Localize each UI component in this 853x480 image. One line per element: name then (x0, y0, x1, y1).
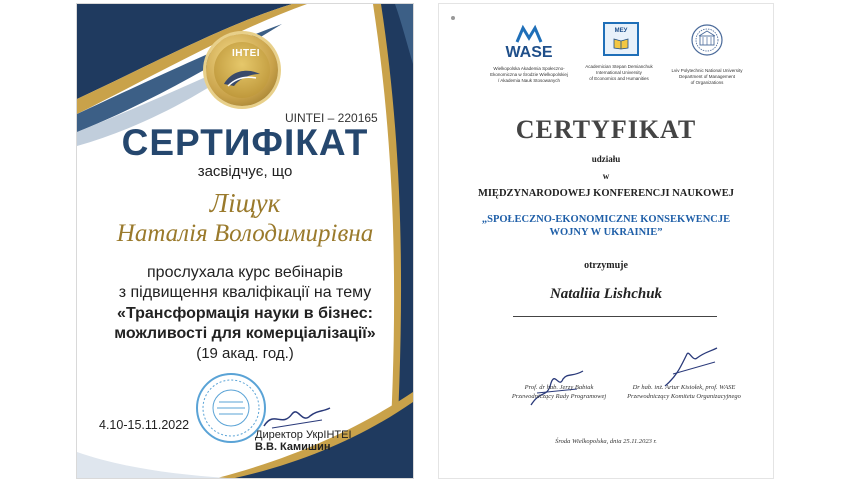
director-signature (262, 402, 332, 432)
hours-text: (19 акад. год.) (196, 345, 294, 362)
meu-book-icon (613, 36, 629, 50)
course-line-2: з підвищення кваліфікації на тему (118, 284, 372, 301)
signatory-1-role: Przewodniczący Rady Programowej (511, 393, 607, 400)
certifies-text: засвідчує, що (197, 163, 293, 180)
participation-text: udziału (591, 154, 621, 164)
topic-line-1: «Трансформація науки в бізнес: (117, 305, 373, 322)
conference-name: MIĘDZYNARODOWEJ KONFERENCJI NAUKOWEJ (477, 188, 735, 199)
signatory-1-name: Prof. dr hab. Jerzy Babiak (524, 384, 594, 391)
signatory-2-name: Dr hab. inż. Artur Kisiołek, prof. WASE (632, 384, 736, 391)
wase-name: WASE (505, 44, 553, 61)
ukrainian-certificate (76, 3, 414, 479)
lviv-caption-2: Department of Management (678, 74, 736, 79)
recipient-given-names: Наталія Володимирівна (116, 220, 374, 247)
wase-emblem-icon (515, 24, 543, 44)
place-and-date: Środa Wielkopolska, dnia 25.11.2023 r. (555, 438, 657, 445)
polish-certificate (438, 3, 774, 479)
wase-caption-2: Ekonomiczna w Środzie Wielkopolskiej (490, 72, 568, 77)
signatory-2-role: Przewodniczący Komitetu Organizacyjnego (627, 393, 741, 400)
director-name: В.В. Камишин (255, 441, 331, 453)
lviv-caption-1: Lviv Polytechnic National University (671, 68, 743, 73)
wase-logo (489, 24, 569, 94)
meu-caption-1: Academician Stepan Demianchuk (585, 64, 653, 69)
certificate-id: UINTEI – 220165 (285, 111, 378, 125)
wase-caption-1: Wielkopolska Akademia Społeczno- (493, 66, 565, 71)
uintei-logo (206, 34, 278, 106)
recipient-name: Nataliia Lishchuk (549, 286, 663, 302)
wase-caption-3: / Akademia Nauk Stosowanych (497, 78, 561, 83)
name-underline (513, 316, 717, 317)
university-seal-icon (691, 24, 723, 56)
topic-line-2: можливості для комерціалізації» (114, 325, 376, 342)
meu-name: МЕУ (614, 28, 628, 34)
preposition-text: w (602, 171, 610, 181)
meu-caption-3: of Economics and Humanities (589, 76, 649, 81)
receives-text: otrzymuje (584, 260, 628, 271)
course-line-1: прослухала курс вебінарів (147, 264, 343, 281)
meu-caption-2: International University (596, 70, 642, 75)
logo-text: ІНТЕІ (232, 48, 261, 59)
course-dates: 4.10-15.11.2022 (99, 418, 190, 432)
lviv-polytechnic-logo (667, 24, 747, 96)
recipient-surname: Ліщук (209, 188, 281, 218)
lviv-caption-3: of Organizations (690, 80, 724, 85)
logo-emblem-icon (222, 64, 262, 90)
meu-logo (579, 22, 659, 94)
certificate-title: СЕРТИФІКАТ (121, 122, 369, 163)
director-title: Директор УкрІНТЕІ (255, 429, 352, 441)
certificate-title: CERTYFIKAT (515, 115, 697, 144)
conference-topic-line-1: „SPOŁECZNO-EKONOMICZNE KONSEKWENCJE (481, 214, 731, 225)
conference-topic-line-2: WOJNY W UKRAINIE” (549, 227, 663, 238)
